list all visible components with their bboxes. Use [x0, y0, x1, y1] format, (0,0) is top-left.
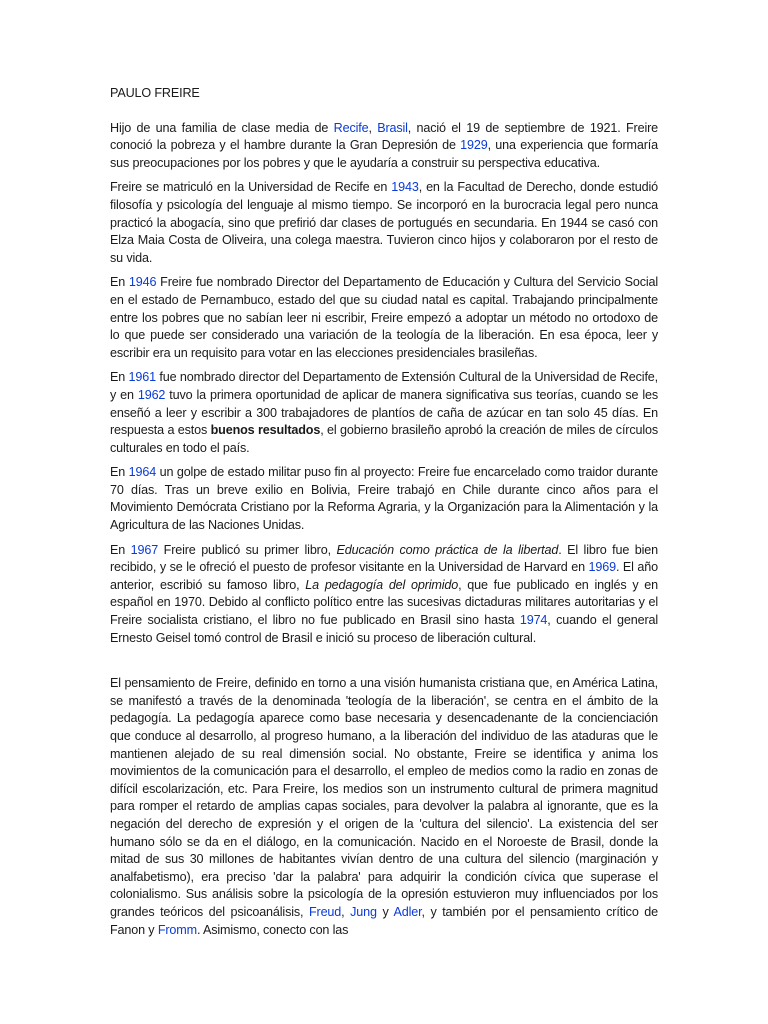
text-run: ,: [368, 120, 378, 135]
italic-title: Educación como práctica de la libertad: [336, 542, 559, 557]
link-recife[interactable]: Recife: [333, 120, 369, 135]
link-1946[interactable]: 1946: [128, 275, 157, 290]
text-run: tuvo la primera oportunidad de aplicar de manera significativa sus teorías, cuando se les enseñó a leer y escribir a 300 trabajadores de plantíos de caña de azúcar en tan solo 45 días. En respuesta a estos: [110, 387, 659, 438]
text-run: Freire se matriculó en la Universidad de Recife en: [110, 180, 392, 195]
text-run: , el gobierno brasileño aprobó la creación de miles de círculos culturales en todo el país.: [110, 423, 658, 455]
text-run: En: [110, 370, 129, 385]
text-run: , en la Facultad de Derecho, donde estudió filosofía y psicología del lenguaje al mismo tiempo. Se incorporó en la burocracia legal pero nunca practicó la abogacía, sino que prefirió dar clases de portugués en secundaria. En 1944 se casó con Elza Maia Costa de Oliveira, una colega maestra. Tuvieron cinco hijos y colaboraron por el resto de su vida.: [110, 180, 658, 265]
document-title: PAULO FREIRE: [110, 86, 200, 100]
text-run: , nació el 19 de septiembre de 1921. Freire conoció la pobreza y el hambre durante la Gran Depresión de: [110, 120, 658, 153]
link-1969[interactable]: 1969: [588, 560, 616, 575]
link-1929[interactable]: 1929: [460, 138, 488, 153]
link-1962[interactable]: 1962: [137, 387, 166, 402]
text-run: Hijo de una familia de clase media de: [110, 120, 334, 135]
text-run: , y también por el pensamiento crítico de Fanon y: [110, 904, 658, 937]
text-run: , que fue publicado en inglés y en español en 1970. Debido al conflicto político entre las sucesivas dictaduras militares autoritarias y el Freire socialista cristiano, el libro no fue publicado en Brasil sino hasta: [110, 577, 658, 628]
text-run: El pensamiento de Freire, definido en torno a una visión humanista cristiana que, en América Latina, se manifestó a través de la denominada 'teología de la liberación', se centra en el ámbito de la pedagogía. La pedagogía aparece como base necesaria y desencadenante de la concienciación que conduce al desarrollo, al progreso humano, a la liberación del individuo de las ataduras que le mantienen alejado de su real dimensión social. No obstante, Freire se identifica y anima los movimientos de la comunicación para el desarrollo, el empleo de medios como la radio en zonas de difícil escolarización, etc. Para Freire, los medios son un instrumento cultural de primera magnitud para romper el retardo de amplias capas sociales, para devolver la palabra al ignorante, que es la negación del derecho de expresión y el origen de la 'cultura del silencio'. La existencia del ser humano sólo se da en el diálogo, en la comunicación. Nacido en el Noroeste de Brasil, donde la mitad de sus 30 millones de habitantes vivían dentro de una cultura del silencio (marginación y analfabetismo), era preciso 'dar la palabra' para adquirir la condición cívica que superase el colonialismo. Sus análisis sobre la psicología de la opresión estuvieron muy influenciados por los grandes teóricos del psicoanálisis,: [110, 676, 658, 919]
link-1964[interactable]: 1964: [128, 465, 157, 480]
text-run: ,: [341, 904, 351, 919]
paragraph-2: [110, 179, 658, 267]
text-run: . Asimismo, conecto con las: [196, 922, 349, 937]
link-1967[interactable]: 1967: [130, 542, 159, 557]
text-run: fue nombrado director del Departamento de Extensión Cultural de la Universidad de Recife, y en: [110, 370, 658, 402]
document-body: [110, 120, 658, 940]
link-1943[interactable]: 1943: [391, 180, 419, 195]
italic-title: La pedagogía del oprimido: [305, 577, 459, 592]
link-adler[interactable]: Adler: [393, 904, 422, 919]
bold-text: buenos resultados: [210, 423, 321, 438]
document-page: [110, 85, 658, 946]
link-1974[interactable]: 1974: [519, 613, 548, 628]
text-run: En: [110, 542, 131, 557]
text-run: . El libro fue bien recibido, y se le ofreció el puesto de profesor visitante en la Universidad de Harvard en: [110, 542, 658, 575]
paragraph-7: [110, 675, 658, 939]
text-run: Freire fue nombrado Director del Departamento de Educación y Cultura del Servicio Social en el estado de Pernambuco, estado del que su ciudad natal es capital. Trabajando principalmente entre los pobres que no sabían leer ni escribir, Freire empezó a adoptar un método no ortodoxo de lo que puede ser considerado una variación de la teología de la liberación. En esa época, leer y escribir era un requisito para votar en las elecciones presidenciales brasileñas.: [110, 275, 658, 360]
paragraph-6: [110, 542, 658, 648]
text-run: y: [376, 904, 394, 919]
text-run: Freire publicó su primer libro,: [158, 542, 337, 557]
text-run: un golpe de estado militar puso fin al proyecto: Freire fue encarcelado como traidor durante 70 días. Tras un breve exilio en Bolivia, Freire trabajó en Chile durante cinco años para el Movimiento Demócrata Cristiano por la Reforma Agraria, y la Organización para la Alimentación y la Agricultura de las Naciones Unidas.: [110, 465, 659, 533]
link-freud[interactable]: Freud: [308, 904, 342, 919]
text-run: En: [110, 275, 129, 290]
paragraph-4: [110, 369, 658, 457]
link-jung[interactable]: Jung: [350, 904, 377, 919]
text-run: , una experiencia que formaría sus preocupaciones por los pobres y que le ayudaría a construir su perspectiva educativa.: [110, 138, 658, 170]
link-brasil[interactable]: Brasil: [377, 120, 408, 135]
paragraph-5: [110, 464, 658, 534]
text-run: En: [110, 465, 129, 480]
text-run: , cuando el general Ernesto Geisel tomó control de Brasil e inició su proceso de liberación cultural.: [110, 613, 658, 645]
paragraph-1: [110, 120, 658, 173]
text-run: . El año anterior, escribió su famoso libro,: [110, 560, 658, 592]
paragraph-3: [110, 274, 658, 362]
link-1961[interactable]: 1961: [128, 370, 156, 385]
link-fromm[interactable]: Fromm: [157, 922, 197, 937]
